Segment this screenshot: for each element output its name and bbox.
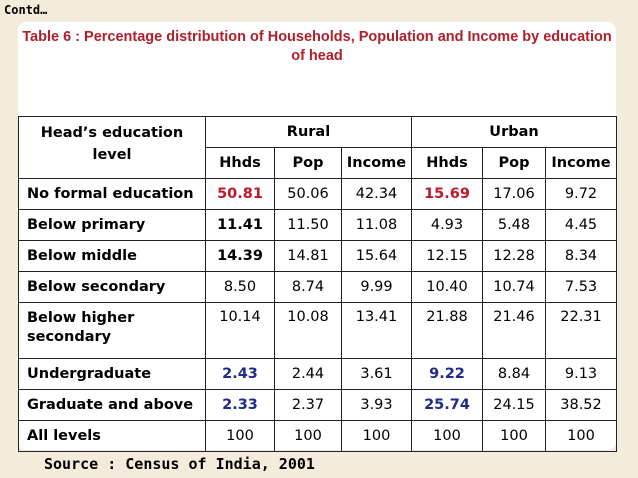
cell-value: 2.37: [291, 397, 325, 413]
header-row-groups: [19, 117, 617, 148]
row-label: Undergraduate: [19, 359, 206, 390]
cell-value: 4.93: [430, 217, 464, 233]
table-cell: [342, 272, 412, 303]
table-cell: [483, 179, 546, 210]
cell-value: 14.39: [217, 248, 263, 264]
table-row: [19, 241, 617, 272]
cell-value: 15.64: [355, 248, 398, 264]
row-label: Below middle: [19, 241, 206, 272]
table-cell: [342, 303, 412, 359]
cell-value: 3.61: [360, 366, 393, 382]
table-cell: [483, 303, 546, 359]
table-cell: [206, 359, 275, 390]
cell-value: 4.45: [564, 217, 598, 233]
table-cell: [206, 303, 275, 359]
cell-value: 2.43: [222, 366, 258, 382]
cell-value: 24.15: [493, 397, 535, 413]
cell-value: 15.69: [424, 186, 470, 202]
cell-value: 8.34: [564, 248, 598, 264]
table-cell: [546, 421, 617, 452]
table-cell: [483, 421, 546, 452]
cell-value: 17.06: [493, 186, 535, 202]
cell-value: 42.34: [355, 186, 398, 202]
cell-value: 10.74: [493, 279, 535, 295]
subheader-rural-income: Income: [342, 148, 412, 179]
table-cell: [546, 241, 617, 272]
cell-value: 100: [433, 428, 461, 444]
urban-group-header: Urban: [412, 117, 617, 148]
cell-value: 11.41: [217, 217, 263, 233]
cell-value: 12.15: [426, 248, 468, 264]
table-cell: [412, 241, 483, 272]
table-cell: [483, 272, 546, 303]
contd-label: Contd…: [4, 3, 48, 17]
cell-value: 9.22: [429, 366, 465, 382]
table-cell: [546, 179, 617, 210]
table-cell: [342, 210, 412, 241]
table-cell: [206, 272, 275, 303]
cell-value: 21.46: [493, 309, 535, 325]
table-cell: [412, 272, 483, 303]
row-label: All levels: [19, 421, 206, 452]
table-row: [19, 359, 617, 390]
table-cell: [342, 241, 412, 272]
subheader-urban-pop: Pop: [483, 148, 546, 179]
table-cell: [546, 303, 617, 359]
table-cell: [342, 359, 412, 390]
source-note: Source : Census of India, 2001: [44, 455, 315, 473]
cell-value: 7.53: [564, 279, 598, 295]
cell-value: 8.50: [223, 279, 257, 295]
cell-value: 25.74: [424, 397, 470, 413]
cell-value: 10.40: [426, 279, 468, 295]
table-cell: [275, 303, 342, 359]
table-cell: [483, 390, 546, 421]
table-cell: [546, 390, 617, 421]
table-cell: [275, 210, 342, 241]
table-cell: [412, 179, 483, 210]
row-label: Below higher secondary: [19, 303, 206, 359]
table-row: [19, 272, 617, 303]
table-cell: [206, 241, 275, 272]
cell-value: 13.41: [355, 309, 398, 325]
table-cell: [206, 179, 275, 210]
table-title: Table 6 : Percentage distribution of Households, Population and Income by education of head: [22, 29, 612, 64]
cell-value: 14.81: [287, 248, 329, 264]
cell-value: 100: [500, 428, 528, 444]
cell-value: 100: [226, 428, 254, 444]
table-cell: [275, 179, 342, 210]
cell-value: 22.31: [560, 309, 602, 325]
cell-value: 38.52: [560, 397, 602, 413]
cell-value: 100: [567, 428, 595, 444]
table-row: [19, 303, 617, 359]
table-cell: [275, 241, 342, 272]
subheader-rural-pop: Pop: [275, 148, 342, 179]
table-cell: [275, 421, 342, 452]
cell-value: 3.93: [360, 397, 393, 413]
row-label: Below secondary: [19, 272, 206, 303]
cell-value: 9.13: [564, 366, 598, 382]
cell-value: 2.44: [291, 366, 325, 382]
subheader-urban-income: Income: [546, 148, 617, 179]
cell-value: 2.33: [222, 397, 258, 413]
cell-value: 11.50: [287, 217, 329, 233]
table-cell: [206, 210, 275, 241]
table-cell: [412, 210, 483, 241]
cell-value: 11.08: [355, 217, 398, 233]
cell-value: 21.88: [426, 309, 468, 325]
rural-group-header: Rural: [206, 117, 412, 148]
head-education-header: Head’s education level: [19, 117, 206, 179]
table-row: [19, 421, 617, 452]
row-label: No formal education: [19, 179, 206, 210]
subheader-rural-hhds: Hhds: [206, 148, 275, 179]
table-cell: [483, 241, 546, 272]
table-cell: [546, 210, 617, 241]
table-cell: [342, 390, 412, 421]
table-cell: [206, 390, 275, 421]
cell-value: 100: [362, 428, 391, 444]
cell-value: 9.99: [360, 279, 393, 295]
cell-value: 8.74: [291, 279, 325, 295]
table-cell: [275, 390, 342, 421]
cell-value: 50.06: [287, 186, 329, 202]
table-cell: [342, 179, 412, 210]
table-cell: [412, 390, 483, 421]
cell-value: 100: [294, 428, 322, 444]
cell-value: 10.14: [219, 309, 261, 325]
table-cell: [412, 303, 483, 359]
distribution-table: [18, 116, 617, 452]
table-cell: [483, 210, 546, 241]
table-cell: [412, 359, 483, 390]
table-cell: [206, 421, 275, 452]
table-cell: [412, 421, 483, 452]
table-cell: [546, 272, 617, 303]
table-cell: [342, 421, 412, 452]
cell-value: 5.48: [497, 217, 531, 233]
table-cell: [546, 359, 617, 390]
cell-value: 8.84: [497, 366, 531, 382]
table-cell: [275, 272, 342, 303]
table-cell: [483, 359, 546, 390]
cell-value: 9.72: [564, 186, 598, 202]
row-label: Graduate and above: [19, 390, 206, 421]
row-label: Below primary: [19, 210, 206, 241]
table-row: [19, 179, 617, 210]
cell-value: 50.81: [217, 186, 263, 202]
table-row: [19, 210, 617, 241]
cell-value: 12.28: [493, 248, 535, 264]
subheader-urban-hhds: Hhds: [412, 148, 483, 179]
table-row: [19, 390, 617, 421]
table-cell: [275, 359, 342, 390]
cell-value: 10.08: [287, 309, 329, 325]
